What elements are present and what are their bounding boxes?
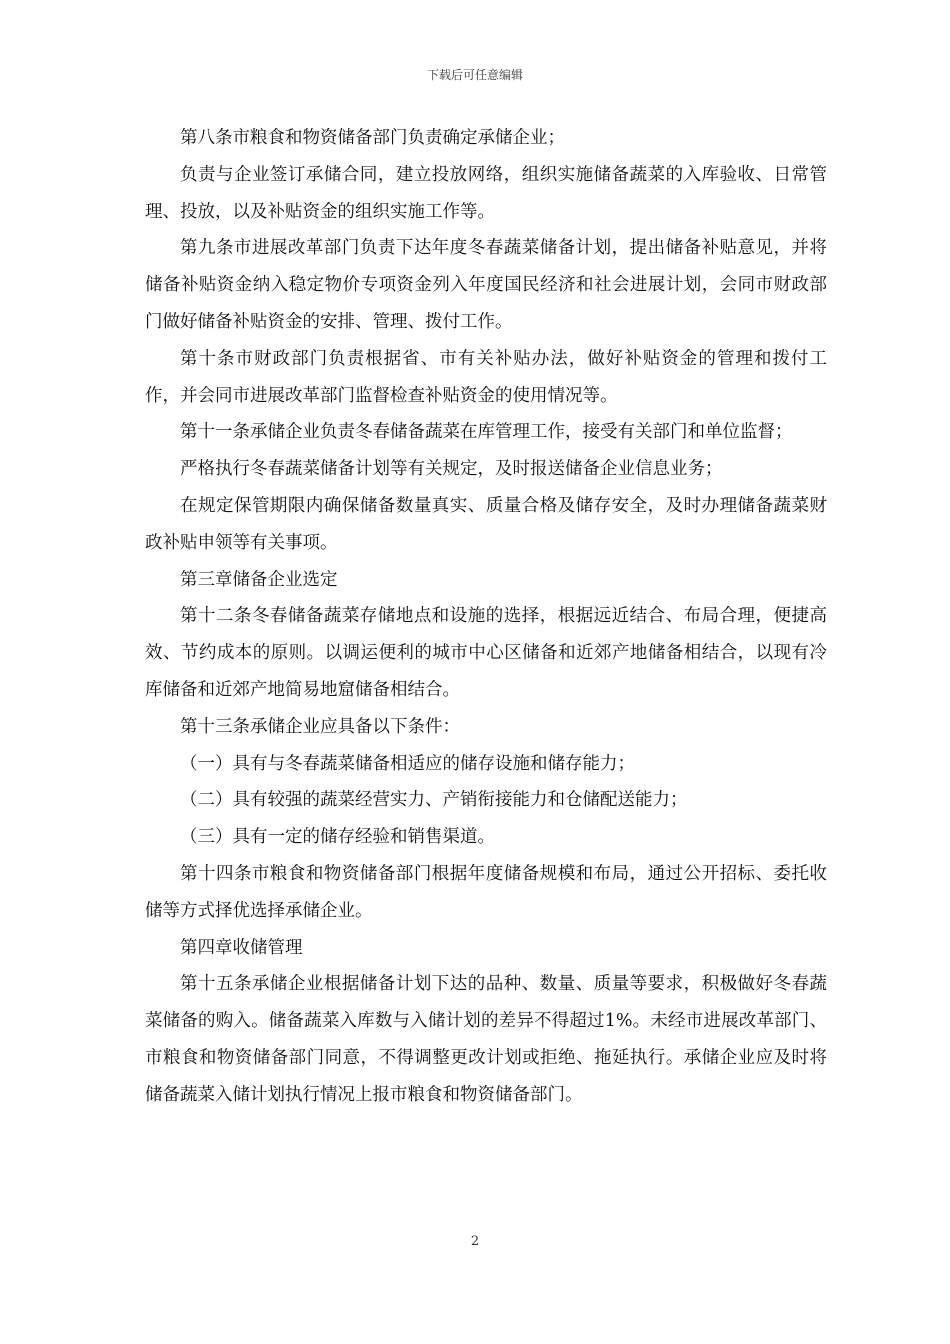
- paragraph: 第十四条市粮食和物资储备部门根据年度储备规模和布局，通过公开招标、委托收储等方式择优选择承储企业。: [145, 863, 827, 921]
- paragraph: 第十五条承储企业根据储备计划下达的品种、数量、质量等要求，积极做好冬春蔬菜储备的购入。储备蔬菜入库数与入储计划的差异不得超过1%。未经市进展改革部门、市粮食和物资储备部门同意，不得调整更改计划或拒绝、拖延执行。承储企业应及时将储备蔬菜入储计划执行情况上报市粮食和物资储备部门。: [145, 974, 827, 1105]
- paragraph: 第十三条承储企业应具备以下条件：: [180, 716, 460, 737]
- paragraph: 在规定保管期限内确保储备数量真实、质量合格及储存安全，及时办理储备蔬菜财政补贴申领等有关事项。: [145, 495, 827, 553]
- chapter-heading: 第三章储备企业选定: [180, 569, 338, 590]
- paragraph: 严格执行冬春蔬菜储备计划等有关规定，及时报送储备企业信息业务；: [180, 459, 723, 480]
- paragraph: 第十一条承储企业负责冬春储备蔬菜在库管理工作，接受有关部门和单位监督；: [180, 422, 793, 443]
- list-item: （二）具有较强的蔬菜经营实力、产销衔接能力和仓储配送能力；: [180, 790, 688, 811]
- paragraph: 第十二条冬春储备蔬菜存储地点和设施的选择，根据远近结合、布局合理，便捷高效、节约成本的原则。以调运便利的城市中心区储备和近郊产地储备相结合，以现有冷库储备和近郊产地简易地窟储备相结合。: [145, 606, 827, 700]
- paragraph: 负责与企业签订承储合同，建立投放网络，组织实施储备蔬菜的入库验收、日常管理、投放，以及补贴资金的组织实施工作等。: [145, 164, 827, 222]
- page-number: 2: [470, 1234, 480, 1249]
- list-item: （三）具有一定的储存经验和销售渠道。: [180, 827, 495, 848]
- paragraph: 第九条市进展改革部门负责下达年度冬春蔬菜储备计划，提出储备补贴意见，并将储备补贴资金纳入稳定物价专项资金列入年度国民经济和社会进展计划，会同市财政部门做好储备补贴资金的安排、管理、拨付工作。: [145, 238, 827, 332]
- paragraph: 第八条市粮食和物资储备部门负责确定承储企业；: [180, 128, 565, 148]
- list-item: （一）具有与冬春蔬菜储备相适应的储存设施和储存能力；: [180, 753, 635, 774]
- paragraph: 第十条市财政部门负责根据省、市有关补贴办法，做好补贴资金的管理和拨付工作，并会同市进展改革部门监督检查补贴资金的使用情况等。: [145, 348, 827, 406]
- page-header: 下载后可任意编辑: [426, 68, 523, 82]
- chapter-heading: 第四章收储管理: [180, 937, 303, 958]
- document-body: [145, 120, 827, 1114]
